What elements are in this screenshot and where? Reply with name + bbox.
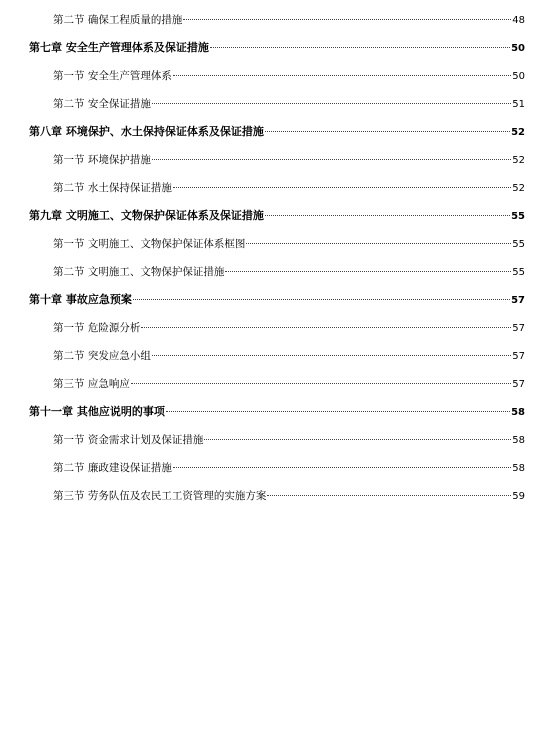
dot-leader	[173, 75, 511, 76]
toc-entry[interactable]	[53, 486, 525, 506]
dot-leader	[204, 439, 511, 440]
toc-entry-page: 59	[512, 491, 525, 502]
toc-entry[interactable]	[53, 430, 525, 450]
toc-entry[interactable]	[29, 290, 525, 310]
toc-entry-page: 52	[512, 183, 525, 194]
toc-entry[interactable]	[53, 178, 525, 198]
dot-leader	[152, 355, 511, 356]
dot-leader	[133, 299, 510, 300]
toc-entry[interactable]	[29, 38, 525, 58]
toc-entry[interactable]	[29, 122, 525, 142]
toc-entry-title: 第一节 安全生产管理体系	[53, 70, 172, 82]
toc-entry-title: 第十一章 其他应说明的事项	[29, 405, 165, 418]
dot-leader	[210, 47, 510, 48]
dot-leader	[183, 19, 511, 20]
toc-entry-page: 48	[512, 15, 525, 26]
toc-entry[interactable]	[53, 234, 525, 254]
dot-leader	[131, 383, 511, 384]
toc-entry-page: 58	[512, 435, 525, 446]
toc-entry-title: 第三节 应急响应	[53, 378, 130, 390]
toc-entry[interactable]	[53, 346, 525, 366]
toc-entry-title: 第八章 环境保护、水土保持保证体系及保证措施	[29, 125, 264, 138]
dot-leader	[265, 131, 510, 132]
toc-entry-page: 50	[511, 43, 525, 54]
toc-entry-page: 57	[511, 295, 525, 306]
toc-entry[interactable]	[29, 206, 525, 226]
dot-leader	[265, 215, 510, 216]
toc-entry-title: 第二节 安全保证措施	[53, 98, 151, 110]
toc-entry-title: 第一节 文明施工、文物保护保证体系框图	[53, 238, 246, 250]
dot-leader	[173, 187, 511, 188]
toc-entry-title: 第九章 文明施工、文物保护保证体系及保证措施	[29, 209, 264, 222]
dot-leader	[141, 327, 511, 328]
toc-entry-title: 第一节 危险源分析	[53, 322, 141, 334]
toc-entry[interactable]	[53, 318, 525, 338]
dot-leader	[152, 159, 511, 160]
toc-entry-title: 第二节 确保工程质量的措施	[53, 14, 183, 26]
toc-entry-page: 57	[512, 323, 525, 334]
toc-entry[interactable]	[53, 10, 525, 30]
toc-entry-title: 第二节 水土保持保证措施	[53, 182, 172, 194]
toc-entry[interactable]	[53, 150, 525, 170]
toc-entry[interactable]	[29, 402, 525, 422]
toc-entry-title: 第二节 廉政建设保证措施	[53, 462, 172, 474]
toc-entry-page: 55	[511, 211, 525, 222]
toc-entry-title: 第一节 环境保护措施	[53, 154, 151, 166]
dot-leader	[225, 271, 511, 272]
toc-entry-page: 52	[512, 155, 525, 166]
dot-leader	[166, 411, 510, 412]
toc-entry-page: 55	[512, 267, 525, 278]
toc-entry-page: 55	[512, 239, 525, 250]
toc-entry-title: 第三节 劳务队伍及农民工工资管理的实施方案	[53, 490, 267, 502]
toc-entry[interactable]	[53, 262, 525, 282]
toc-entry-page: 58	[512, 463, 525, 474]
toc-entry[interactable]	[53, 374, 525, 394]
dot-leader	[173, 467, 511, 468]
dot-leader	[246, 243, 511, 244]
toc-entry-page: 51	[512, 99, 525, 110]
toc-entry-page: 57	[512, 351, 525, 362]
dot-leader	[152, 103, 511, 104]
toc-entry[interactable]	[53, 66, 525, 86]
toc-entry-page: 57	[512, 379, 525, 390]
toc-entry[interactable]	[53, 94, 525, 114]
toc-entry-title: 第七章 安全生产管理体系及保证措施	[29, 41, 209, 54]
toc-entry[interactable]	[53, 458, 525, 478]
toc-entry-page: 52	[511, 127, 525, 138]
toc-entry-title: 第二节 文明施工、文物保护保证措施	[53, 266, 225, 278]
toc-entry-title: 第一节 资金需求计划及保证措施	[53, 434, 204, 446]
dot-leader	[267, 495, 511, 496]
toc-entry-title: 第十章 事故应急预案	[29, 293, 132, 306]
toc-entry-title: 第二节 突发应急小组	[53, 350, 151, 362]
toc-entry-page: 58	[511, 407, 525, 418]
toc-entry-page: 50	[512, 71, 525, 82]
